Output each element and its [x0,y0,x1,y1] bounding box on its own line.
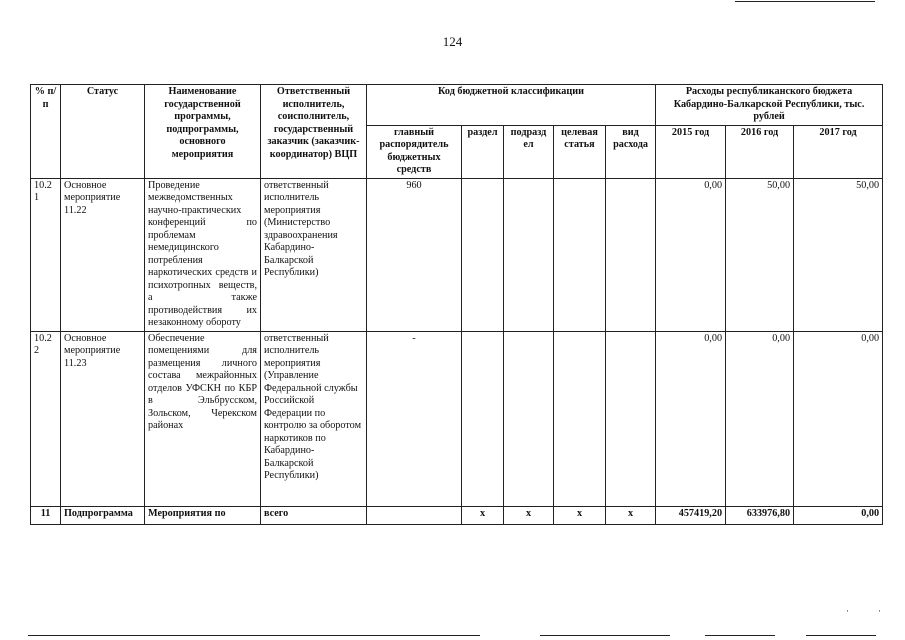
row-value-2017: 0,00 [794,506,883,524]
row-status: Основное мероприятие 11.22 [61,178,145,331]
col-header-kbk: Код бюджетной классификации [367,85,656,126]
col-header-2017: 2017 год [794,125,883,178]
row-value-2017: 0,00 [794,331,883,506]
row-status: Основное мероприятие 11.23 [61,331,145,506]
top-rule [735,1,875,2]
row-name: Проведение межведомственных научно-практических конференций по проблемам немедицинского потребления наркотических средств и психотропных веществ, а также противодействия их незаконному обороту [145,178,261,331]
col-header-status: Статус [61,85,145,179]
row-kbk-section: х [462,506,504,524]
scan-mark: · [846,606,849,616]
row-kbk-target-item [554,331,606,506]
row-kbk-main-manager: 960 [367,178,462,331]
row-value-2016: 633976,80 [726,506,794,524]
row-num: 10.2 2 [31,331,61,506]
col-header-name: Наименование государственной программы, подпрограммы, основного мероприятия [145,85,261,179]
row-kbk-expense-type [606,331,656,506]
row-kbk-target-item: х [554,506,606,524]
footer-rule [806,635,876,636]
row-executor: всего [261,506,367,524]
row-kbk-subsection: х [504,506,554,524]
page-number: 124 [442,34,463,49]
row-num: 11 [31,506,61,524]
row-kbk-section [462,178,504,331]
row-kbk-target-item [554,178,606,331]
row-value-2017: 50,00 [794,178,883,331]
row-name: Обеспечение помещениями для размещения личного состава межрайонных отделов УФСКН по КБР в Эльбрусском, Зольском, Черекском районах [145,331,261,506]
table-row [31,178,883,331]
table-row [31,506,883,524]
row-value-2015: 457419,20 [656,506,726,524]
row-kbk-expense-type: х [606,506,656,524]
footer-rule [28,635,480,636]
row-status: Подпрограмма [61,506,145,524]
row-value-2015: 0,00 [656,178,726,331]
row-num: 10.2 1 [31,178,61,331]
col-header-expense-type: вид расхода [606,125,656,178]
row-value-2016: 50,00 [726,178,794,331]
row-executor: ответственный исполнитель мероприятия (Управление Федеральной службы Российской Федерации по контролю за оборотом наркотиков по Кабардино-Балкарской Республики) [261,331,367,506]
col-header-2016: 2016 год [726,125,794,178]
row-value-2016: 0,00 [726,331,794,506]
row-kbk-subsection [504,331,554,506]
row-kbk-subsection [504,178,554,331]
row-kbk-main-manager [367,506,462,524]
col-header-executor: Ответственный исполнитель, соисполнитель, государственный заказчик (заказчик-координатор) ВЦП [261,85,367,179]
col-header-subsection: подразд ел [504,125,554,178]
col-header-section: раздел [462,125,504,178]
row-name: Мероприятия по [145,506,261,524]
row-kbk-main-manager: - [367,331,462,506]
col-header-num: % п/п [31,85,61,179]
col-header-2015: 2015 год [656,125,726,178]
scan-mark: · [878,606,881,616]
row-executor: ответственный исполнитель мероприятия (Министерство здравоохранения Кабардино-Балкарской Республики) [261,178,367,331]
col-header-expenses: Расходы республиканского бюджета Кабардино-Балкарской Республики, тыс. рублей [656,85,883,126]
row-kbk-section [462,331,504,506]
col-header-target-item: целевая статья [554,125,606,178]
table-row [31,331,883,506]
col-header-main-manager: главный распорядитель бюджетных средств [367,125,462,178]
row-kbk-expense-type [606,178,656,331]
row-value-2015: 0,00 [656,331,726,506]
footer-rule [540,635,670,636]
budget-table [30,84,883,525]
footer-rule [705,635,775,636]
